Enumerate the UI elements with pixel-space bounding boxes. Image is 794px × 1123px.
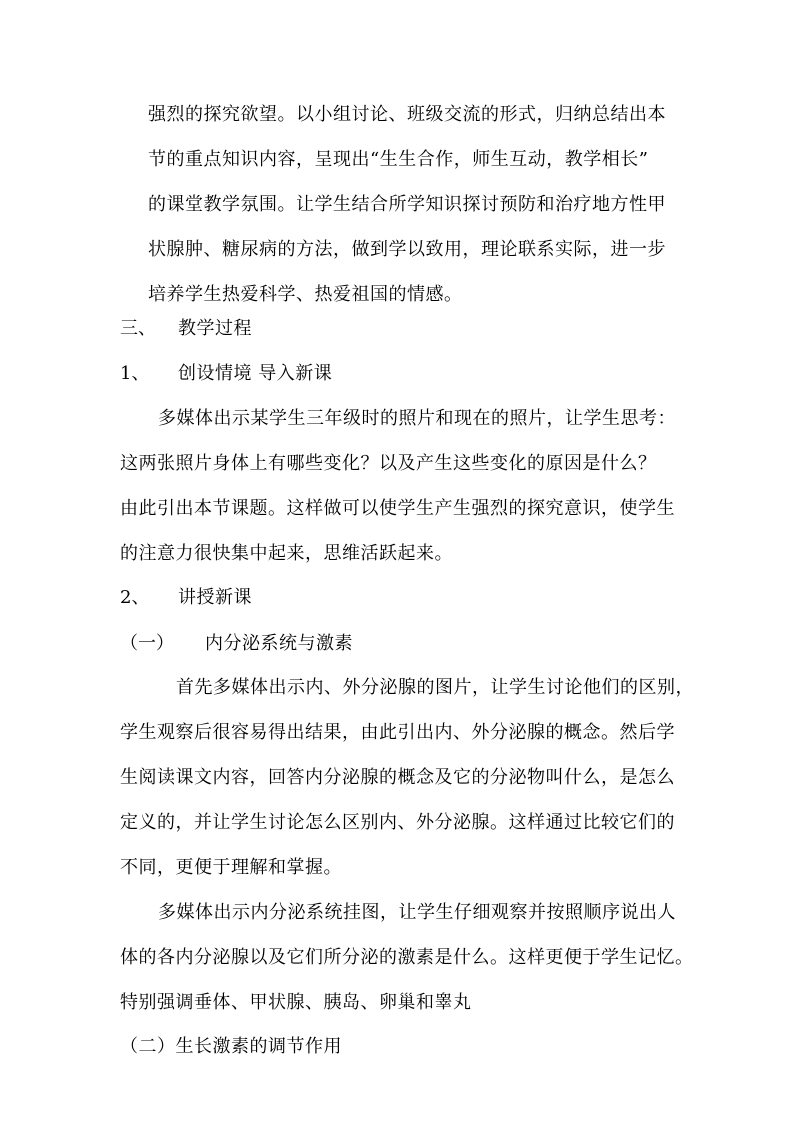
step1-number: 1、 bbox=[120, 363, 150, 384]
intro-line-5: 培养学生热爱科学、热爱祖国的情感。 bbox=[148, 284, 463, 305]
sub1-para-b-line-1: 多媒体出示内分泌系统挂图，让学生仔细观察并按照顺序说出人 bbox=[158, 902, 676, 923]
sub1-para-a-line-4: 定义的，并让学生讨论怎么区别内、外分泌腺。这样通过比较它们的 bbox=[120, 812, 675, 833]
sub1-para-a-line-5: 不同，更便于理解和掌握。 bbox=[120, 857, 342, 878]
intro-line-2: 节的重点知识内容，呈现出“生生合作，师生互动，教学相长” bbox=[148, 149, 649, 170]
intro-line-3: 的课堂教学氛围。让学生结合所学知识探讨预防和治疗地方性甲 bbox=[148, 194, 666, 215]
step1-para-line-2: 这两张照片身体上有哪些变化？以及产生这些变化的原因是什么？ bbox=[120, 453, 657, 474]
sub2-heading: （二）生长激素的调节作用 bbox=[120, 1036, 342, 1057]
step1-para-line-1: 多媒体出示某学生三年级时的照片和现在的照片，让学生思考： bbox=[158, 408, 676, 429]
sub1-para-b-line-3: 特别强调垂体、甲状腺、胰岛、卵巢和睾丸 bbox=[120, 992, 472, 1013]
step2-title: 讲授新课 bbox=[178, 587, 252, 608]
sub1-title: 内分泌系统与激素 bbox=[205, 633, 353, 654]
section3-number: 三、 bbox=[120, 318, 156, 339]
step1-para-line-3: 由此引出本节课题。这样做可以使学生产生强烈的探究意识，使学生 bbox=[120, 498, 675, 519]
step1-title: 创设情境 导入新课 bbox=[178, 363, 333, 384]
sub1-para-a-line-3: 生阅读课文内容，回答内分泌腺的概念及它的分泌物叫什么，是怎么 bbox=[120, 767, 675, 788]
section3-title: 教学过程 bbox=[178, 318, 252, 339]
step2-number: 2、 bbox=[120, 587, 150, 608]
step1-para-line-4: 的注意力很快集中起来，思维活跃起来。 bbox=[120, 543, 453, 564]
intro-line-4: 状腺肿、糖尿病的方法，做到学以致用，理论联系实际，进一步 bbox=[148, 239, 666, 260]
sub1-para-a-line-1: 首先多媒体出示内、外分泌腺的图片，让学生讨论他们的区别， bbox=[176, 677, 694, 698]
sub1-para-a-line-2: 学生观察后很容易得出结果，由此引出内、外分泌腺的概念。然后学 bbox=[120, 722, 675, 743]
sub1-para-b-line-2: 体的各内分泌腺以及它们所分泌的激素是什么。这样更便于学生记忆。 bbox=[120, 947, 694, 968]
intro-line-1: 强烈的探究欲望。以小组讨论、班级交流的形式，归纳总结出本 bbox=[148, 104, 666, 125]
sub1-number: （一） bbox=[120, 633, 174, 654]
